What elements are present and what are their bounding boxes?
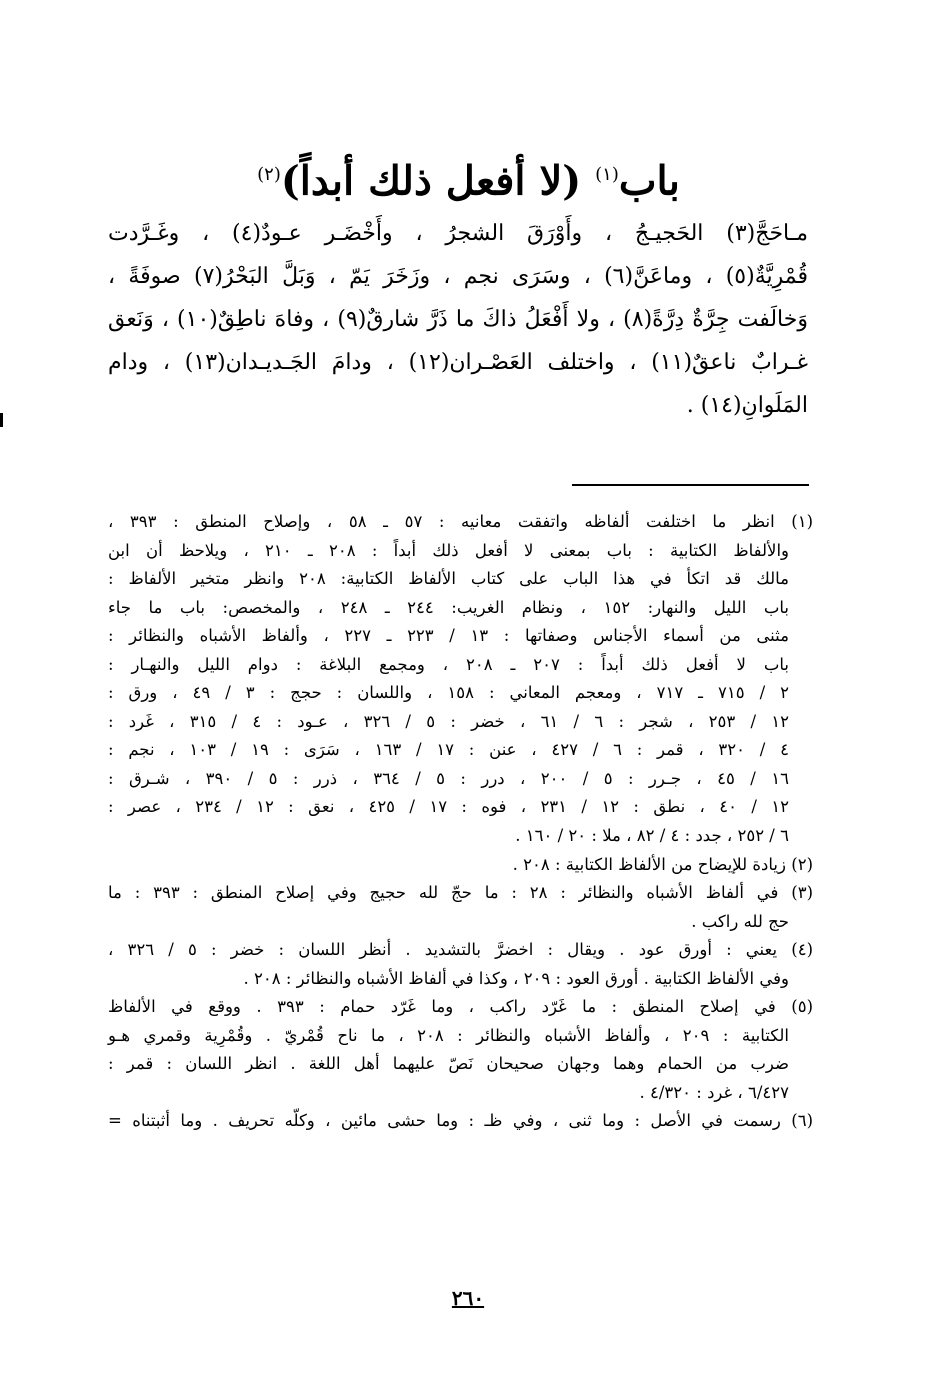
margin-mark: [0, 413, 3, 427]
footnote-line: ضرب من الحمام وهما وجهان صحيحان نَصّ عليهما أهل اللغة . انظر اللسان : قمر :: [108, 1054, 789, 1074]
footnote-line: ٦/٤٢٧ ، غرد : ٤/٣٢٠ .: [639, 1082, 789, 1102]
footnote-start-line: (١) انظر ما اختلفت ألفاظه واتفقت معانيه : ٥٧ ـ ٥٨ ، وإصلاح المنطق : ٣٩٣ ،: [108, 512, 814, 531]
title-footnote-ref-2[interactable]: (٢): [257, 163, 281, 185]
body-line: المَلَوانِ(١٤) .: [686, 393, 808, 418]
footnote-line: ٤ / ٣٢٠ ، قمر : ٦ / ٤٢٧ ، عنن : ١٧ / ١٦٣ ، سَرَى : ١٩ / ١٠٣ ، نجم :: [108, 740, 789, 760]
footnote-line: باب لا أفعل ذلك أبداً : ٢٠٧ ـ ٢٠٨ ، ومجمع البلاغة : دوام الليل والنهـار :: [108, 654, 789, 674]
footnote-divider: [572, 484, 809, 486]
footnote-line: باب الليل والنهار: ١٥٢ ، ونظام الغريب: ٢٤٤ ـ ٢٤٨ ، والمخصص: باب ما جاء: [108, 597, 790, 617]
footnote-line: ٦ / ٢٥٢ ، جدد : ٤ / ٨٢ ، ملا : ٢٠ / ١٦٠ .: [515, 826, 789, 846]
title-footnote-ref-1[interactable]: (١): [595, 163, 619, 185]
footnote-line: مالك قد اتكأ في هذا الباب على كتاب الألفاظ الكتابية: ٢٠٨ وانظر متخير الألفاظ :: [108, 569, 790, 589]
footnote-start-line: (٢) زيادة للإيضاح من الألفاظ الكتابية : ٢٠٨ .: [512, 854, 813, 874]
body-line: وَخالَفت جِرَّةٌ دِرَّةً(٨) ، ولا أَفْعَلُ ذاكَ ما ذَرَّ شارقٌ(٩) ، وفاهَ ناطِقٌ(١٠) ، وَنَعق: [108, 307, 808, 332]
body-line: مـاحَجَّ(٣) الحَجيـجُ ، وأَوْرَقَ الشجرُ ، وأَخْضَـر عـودٌ(٤) ، وغَـرَّدت: [108, 221, 808, 246]
footnote-start-line: (٥) في إصلاح المنطق : ما غَرّد راكب ، وما غَرّد حمام : ٣٩٣ . ووقع في الألفاظ: [108, 997, 814, 1017]
footnote-line: الكتابية : ٢٠٩ ، وألفاظ الأشباه والنظائر : ٢٠٨ ، ما ناح قُمْريّ . وقُمْرِية وقمري هـو: [108, 1025, 789, 1045]
body-line: غـرابٌ ناعقٌ(١١) ، واختلف العَصْـران(١٢) ، ودامَ الجَـديـدان(١٣) ، ودام: [108, 350, 809, 375]
main-text: [108, 212, 808, 427]
footnote-line: وفي الألفاظ الكتابية . أورق العود : ٢٠٩ ، وكذا في ألفاظ الأشباه والنظائر : ٢٠٨ .: [243, 968, 789, 988]
footnote-line: ١٢ / ٤٠ ، نطق : ١٢ / ٢٣١ ، فوه : ١٧ / ٤٢٥ ، نعق : ١٢ / ٢٣٤ ، عصر :: [108, 797, 789, 817]
body-line: قُمْرِيَّةٌ(٥) ، وماعَنَّ(٦) ، وسَرَى نجم ، وزَخَرَ يَمّ ، وَبَلَّ البَحْرُ(٧) صوفَةً ،: [108, 264, 808, 289]
footnote-line: مثنى من أسماء الأجناس وصفاتها : ١٣ / ٢٢٣ ـ ٢٢٧ ، وألفاظ الأشباه والنظائر :: [108, 626, 789, 646]
title-main-phrase: (لا أفعل ذلك أبداً): [280, 157, 596, 205]
footnote-line: ٢ / ٧١٥ ـ ٧١٧ ، ومعجم المعاني : ١٥٨ ، واللسان : حجج : ٣ / ٤٩ ، ورق :: [108, 683, 789, 703]
footnotes-section: [108, 508, 813, 1136]
footnote-start-line: (٣) في ألفاظ الأشباه والنظائر : ٢٨ : ما حجّ لله حجيج وفي إصلاح المنطق : ٣٩٣ : ما: [108, 883, 813, 903]
footnote-line: حج لله راكب .: [691, 911, 789, 931]
footnote-start-line: (٤) يعني : أورق عود . ويقال : اخضرَّ بالتشديد . أنظر اللسان : خضر : ٥ / ٣٢٦ ،: [108, 940, 813, 960]
chapter-title: [100, 145, 837, 211]
footnote-line: ١٢ / ٢٥٣ ، شجر : ٦ / ٦١ ، خضر : ٥ / ٣٢٦ ، عـود : ٤ / ٣١٥ ، غَرد :: [108, 711, 790, 731]
title-word-bab: باب: [618, 157, 680, 205]
footnote-line: ١٦ / ٤٥ ، جـرر : ٥ / ٢٠٠ ، درر : ٥ / ٣٦٤ ، ذرر : ٥ / ٣٩٠ ، شـرق :: [108, 768, 789, 788]
footnote-line: والألفاظ الكتابية : باب بمعنى لا أفعل ذلك أبداً : ٢٠٨ ـ ٢١٠ ، ويلاحظ أن ابن: [108, 540, 789, 560]
footnote-start-line: (٦) رسمت في الأصل : وما ثنى ، وفي ظـ : وما حشى مائين ، وكلّه تحريف . وما أثبتناه =: [108, 1111, 813, 1131]
page-number: ٢٦٠: [451, 1286, 485, 1310]
